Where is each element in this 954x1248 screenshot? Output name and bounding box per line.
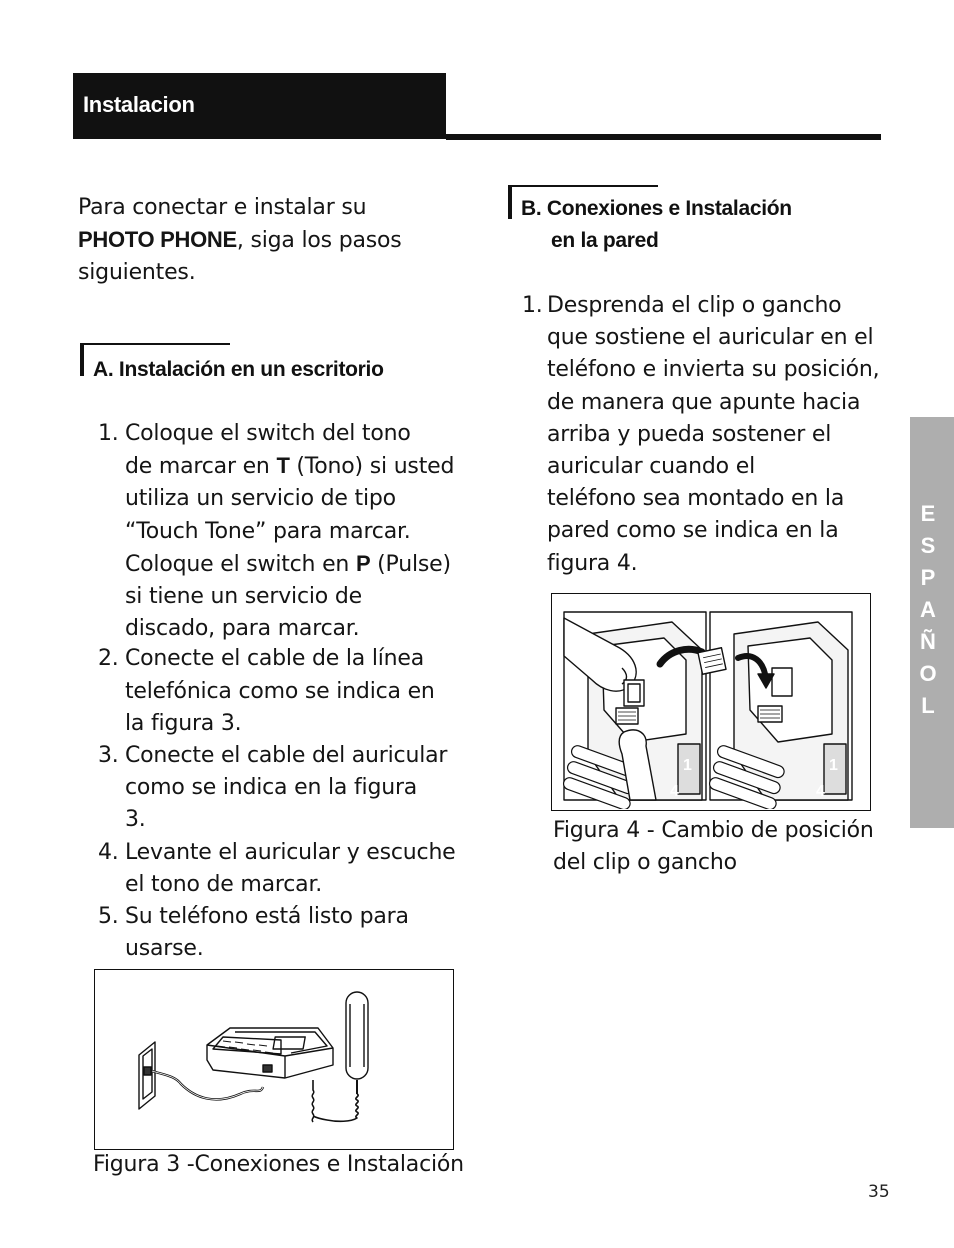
header-rule xyxy=(446,134,881,140)
step-text-segment: la figura 3. xyxy=(125,710,242,736)
step-line xyxy=(125,837,456,869)
step-line xyxy=(125,581,454,613)
step-text-segment: Levante el auricular y escuche xyxy=(125,839,456,865)
section-b-line: auricular cuando el xyxy=(547,454,755,480)
side-tab-letter: E xyxy=(920,501,936,526)
section-b-line: teléfono sea montado en la xyxy=(547,486,845,512)
step-line xyxy=(125,483,454,515)
step-line xyxy=(125,869,456,901)
side-tab-letter: O xyxy=(919,661,937,686)
switch-setting-letter: P xyxy=(355,550,371,576)
step-text xyxy=(125,740,447,837)
section-a-rule xyxy=(80,343,230,345)
step-text-segment: Conecte el cable del auricular xyxy=(125,743,448,768)
step-text-segment: usarse. xyxy=(125,936,204,962)
figure-4 xyxy=(551,593,871,811)
figure-3 xyxy=(94,969,454,1150)
step-line xyxy=(125,933,409,965)
step-text-segment: (Tono) si usted xyxy=(289,454,455,480)
section-b-line: de manera que apunte hacia xyxy=(547,389,861,415)
step-line xyxy=(125,516,454,548)
section-b-rule xyxy=(508,185,658,187)
header-title: Instalacion xyxy=(83,92,195,117)
step-line xyxy=(125,901,409,933)
step-text xyxy=(125,643,435,740)
keypad-1-right: 1 xyxy=(829,757,838,774)
intro-line-2-rest: , siga los pasos xyxy=(236,228,402,254)
step-text xyxy=(125,901,409,965)
step-text-segment: telefónica como se indica en xyxy=(125,678,435,704)
page-number: 35 xyxy=(868,1182,890,1202)
step-line xyxy=(125,708,435,740)
step-text-segment: 3. xyxy=(125,807,146,833)
keypad-1-left: 1 xyxy=(683,757,692,774)
language-side-tab xyxy=(910,417,954,828)
step-number: 3. xyxy=(98,743,119,768)
product-name: PHOTO PHONE xyxy=(78,227,237,253)
step-line xyxy=(125,548,454,581)
step-text-segment: como se indica en la figura xyxy=(125,775,418,801)
section-b-step-text xyxy=(547,290,879,580)
intro-line-1: Para conectar e instalar su xyxy=(78,195,367,220)
section-b-marker xyxy=(508,186,512,219)
step-line xyxy=(125,772,447,804)
step-text-segment: “Touch Tone” para marcar. xyxy=(125,518,411,544)
step-line xyxy=(125,643,435,675)
section-b-step-number: 1. xyxy=(522,293,543,318)
step-number: 2. xyxy=(98,646,119,672)
figure-3-caption: Figura 3 -Conexiones e Instalación xyxy=(93,1152,464,1177)
figure-4-caption-line-1: Figura 4 - Cambio de posición xyxy=(553,818,874,843)
step-text-segment: Coloque el switch del tono xyxy=(125,421,411,446)
switch-setting-letter: T xyxy=(276,453,290,479)
step-text-segment: discado, para marcar. xyxy=(125,616,360,642)
step-number: 5. xyxy=(98,904,119,929)
section-b-line: teléfono e invierta su posición, xyxy=(547,357,880,383)
section-a-title: A. Instalación en un escritorio xyxy=(93,358,384,381)
step-text-segment: el tono de marcar. xyxy=(125,871,323,897)
step-text-segment: Conecte el cable de la línea xyxy=(125,646,425,672)
intro-line-3: siguientes. xyxy=(78,260,196,286)
step-text-segment: Su teléfono está listo para xyxy=(125,904,409,929)
section-b-title-line-2: en la pared xyxy=(551,229,659,252)
section-a-marker xyxy=(80,343,84,376)
keypad-4-left: 4 xyxy=(670,783,679,800)
side-tab-letter: A xyxy=(920,597,936,622)
phone-installation-illustration xyxy=(95,970,452,1148)
keypad-4-right: 4 xyxy=(816,783,825,800)
figure-4-caption-line-2: del clip o gancho xyxy=(553,850,737,875)
side-tab-letter: Ñ xyxy=(920,629,936,654)
step-number: 4. xyxy=(98,839,119,865)
step-text xyxy=(125,837,456,901)
step-text-segment: Coloque el switch en xyxy=(125,551,356,577)
side-tab-letter: P xyxy=(920,565,936,590)
step-text-segment: utiliza un servicio de tipo xyxy=(125,486,396,512)
step-line xyxy=(125,418,454,450)
section-b-title-line-1: B. Conexiones e Instalación xyxy=(521,197,792,220)
step-line xyxy=(125,740,447,772)
step-number: 1. xyxy=(98,421,119,446)
section-b-line: arriba y pueda sostener el xyxy=(547,421,832,447)
section-b-line: que sostiene el auricular en el xyxy=(547,325,874,351)
step-line xyxy=(125,450,454,483)
side-tab-letter: L xyxy=(921,693,935,718)
clip-position-illustration xyxy=(552,594,869,809)
step-line xyxy=(125,613,454,645)
step-line xyxy=(125,676,435,708)
section-b-line: figura 4. xyxy=(547,550,638,576)
step-line xyxy=(125,804,447,836)
step-text-segment: si tiene un servicio de xyxy=(125,584,362,610)
step-text-segment: de marcar en xyxy=(125,454,277,480)
step-text-segment: (Pulse) xyxy=(370,551,451,577)
section-header-bar xyxy=(73,73,446,139)
inverted-clip-icon xyxy=(772,668,792,696)
section-b-line: Desprenda el clip o gancho xyxy=(547,293,842,318)
section-b-line: pared como se indica en la xyxy=(547,518,839,544)
step-text xyxy=(125,418,454,645)
side-tab-letter: S xyxy=(920,533,936,558)
intro-paragraph xyxy=(78,192,458,290)
intro-line-2 xyxy=(78,224,458,257)
